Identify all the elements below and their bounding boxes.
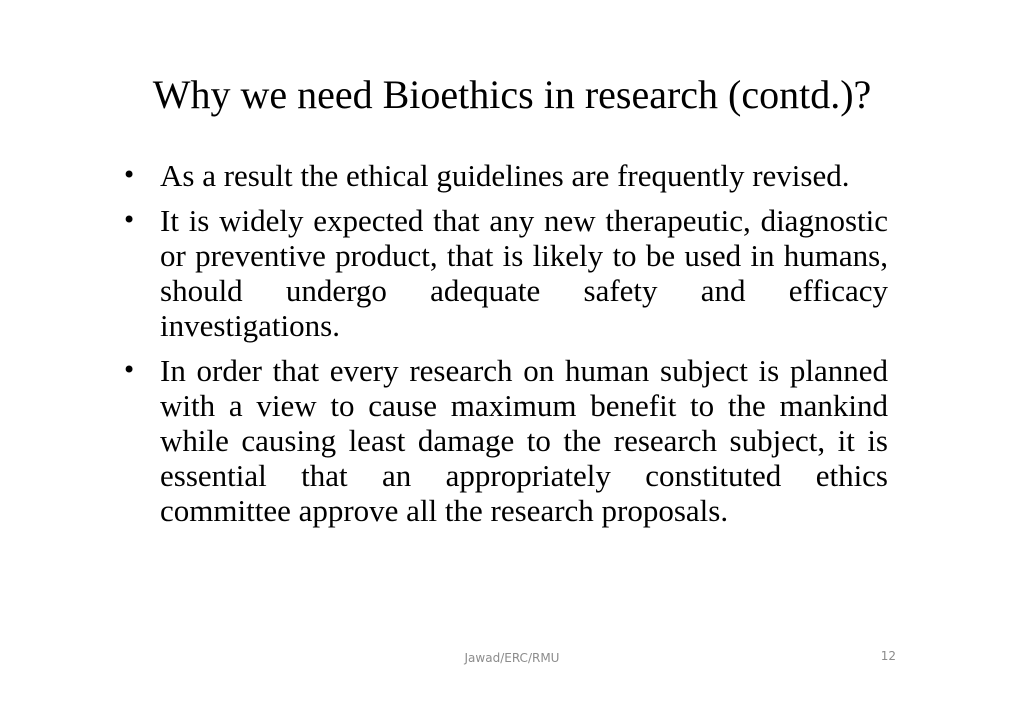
bullet-item xyxy=(122,158,888,193)
bullet-item xyxy=(122,353,888,528)
bullet-text: In order that every research on human subject is planned with a view to cause maximum benefit to the mankind while causing least damage to the research subject, it is essential that an appropriately constituted ethics committee approve all the research proposals. xyxy=(160,353,888,528)
bullet-item xyxy=(122,203,888,343)
slide-title: Why we need Bioethics in research (contd.)? xyxy=(152,72,872,117)
bullet-text: It is widely expected that any new therapeutic, diagnostic or preventive product, that is likely to be used in humans, should undergo adequate safety and efficacy investigations. xyxy=(160,203,888,343)
page-number: 12 xyxy=(880,649,896,663)
bullet-list xyxy=(122,158,888,538)
bullet-dot-icon: • xyxy=(122,206,137,234)
bullet-dot-icon: • xyxy=(122,161,137,189)
bullet-text: As a result the ethical guidelines are frequently revised. xyxy=(160,158,850,193)
bullet-dot-icon: • xyxy=(122,356,137,384)
footer-author: Jawad/ERC/RMU xyxy=(464,651,560,665)
